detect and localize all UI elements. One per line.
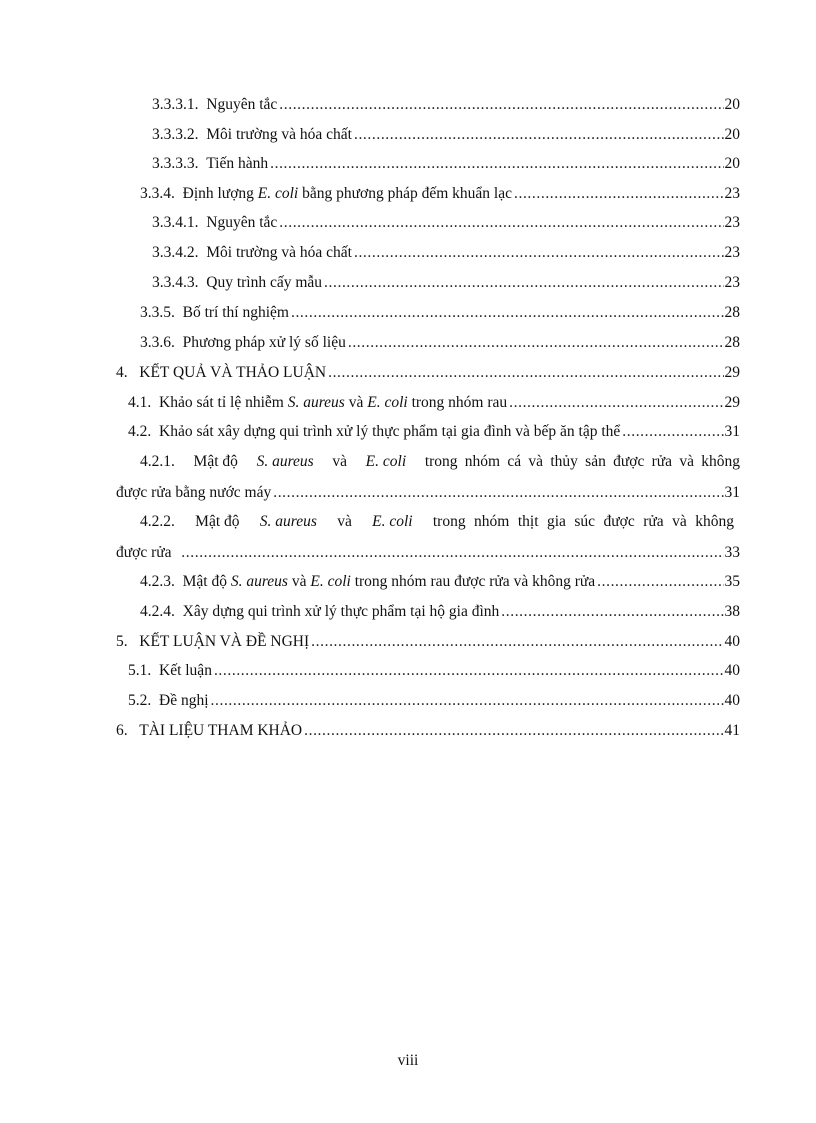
title-part: trong nhóm rau bbox=[411, 394, 508, 411]
toc-entry-title: Khảo sát xây dựng qui trình xử lý thực phẩm tại gia đình và bếp ăn tập thể bbox=[159, 423, 621, 440]
dot-leader bbox=[270, 153, 723, 175]
toc-entry-title-continued: được rửa bbox=[116, 544, 172, 561]
toc-entry-page: 23 bbox=[724, 185, 740, 202]
species-name: S. aureus bbox=[287, 394, 345, 411]
title-part: trong nhóm thịt gia súc được rửa và không bbox=[432, 513, 734, 530]
toc-entry[interactable] bbox=[0, 660, 816, 682]
dot-leader bbox=[279, 212, 723, 234]
toc-entry-number: 4.2.1. bbox=[140, 453, 175, 470]
title-part: Mật độ bbox=[182, 573, 227, 590]
dot-leader bbox=[214, 660, 724, 682]
dot-leader bbox=[348, 332, 724, 354]
title-part: và bbox=[291, 573, 307, 590]
toc-entry-page: 23 bbox=[724, 244, 740, 261]
toc-entry-title: Bố trí thí nghiệm bbox=[182, 304, 289, 321]
toc-entry-page: 28 bbox=[724, 304, 740, 321]
toc-entry-number: 3.3.4. bbox=[140, 185, 175, 202]
dot-leader bbox=[279, 94, 723, 116]
toc-entry-number: 3.3.3.1. bbox=[152, 96, 199, 113]
toc-entry-title: Nguyên tắc bbox=[206, 214, 278, 231]
toc-entry-page: 28 bbox=[724, 334, 740, 351]
toc-entry-title: Quy trình cấy mẫu bbox=[206, 274, 323, 291]
toc-entry-page: 20 bbox=[724, 155, 740, 172]
toc-entry[interactable] bbox=[0, 511, 816, 565]
toc-entry-page: 40 bbox=[724, 692, 740, 709]
toc-entry-page: 20 bbox=[724, 126, 740, 143]
toc-entry-title: Tiến hành bbox=[206, 155, 269, 172]
toc-entry-page: 31 bbox=[724, 423, 740, 440]
toc-entry-number: 3.3.6. bbox=[140, 334, 175, 351]
species-name: E. coli bbox=[257, 185, 299, 202]
title-part: bằng phương pháp đếm khuẩn lạc bbox=[302, 185, 512, 202]
toc-entry-number: 5.2. bbox=[128, 692, 152, 709]
toc-entry[interactable] bbox=[0, 392, 816, 414]
species-name: E. coli bbox=[310, 573, 351, 590]
toc-entry-title bbox=[183, 571, 596, 593]
toc-entry[interactable] bbox=[0, 242, 816, 264]
species-name: E. coli bbox=[372, 513, 413, 530]
title-part: và bbox=[348, 394, 364, 411]
toc-entry-page: 41 bbox=[724, 722, 740, 739]
species-name: E. coli bbox=[367, 394, 408, 411]
toc-entry[interactable] bbox=[0, 332, 816, 354]
toc-entry-number: 3.3.3.2. bbox=[152, 126, 199, 143]
species-name: S. aureus bbox=[259, 513, 317, 530]
toc-entry-title bbox=[159, 392, 507, 414]
toc-entry-number: 5. bbox=[116, 633, 128, 650]
dot-leader bbox=[514, 183, 724, 205]
toc-entry-first-line bbox=[140, 451, 740, 473]
toc-entry-number: 3.3.4.2. bbox=[152, 244, 199, 261]
toc-entry[interactable] bbox=[0, 153, 816, 175]
title-part: trong nhóm cá và thủy sản được rửa và không bbox=[424, 453, 740, 470]
toc-entry-title: Môi trường và hóa chất bbox=[206, 244, 352, 261]
toc-entry[interactable] bbox=[0, 571, 816, 593]
title-part: trong nhóm rau được rửa và không rửa bbox=[354, 573, 596, 590]
toc-entry[interactable] bbox=[0, 94, 816, 116]
title-part: Khảo sát tỉ lệ nhiễm bbox=[159, 394, 284, 411]
species-name: S. aureus bbox=[230, 573, 288, 590]
toc-entry-number: 4.1. bbox=[128, 394, 152, 411]
title-part: Mật độ bbox=[195, 513, 240, 530]
dot-leader bbox=[354, 242, 724, 264]
toc-entry[interactable] bbox=[0, 421, 816, 443]
toc-entry[interactable] bbox=[0, 212, 816, 234]
dot-leader bbox=[509, 392, 723, 414]
toc-entry-page: 23 bbox=[724, 214, 740, 231]
toc-entry-page: 20 bbox=[724, 96, 740, 113]
toc-entry-title: Nguyên tắc bbox=[206, 96, 278, 113]
toc-entry-page: 40 bbox=[724, 662, 740, 679]
toc-entry-number: 3.3.4.1. bbox=[152, 214, 199, 231]
title-part: Định lượng bbox=[182, 185, 254, 202]
page-number: viii bbox=[397, 1052, 419, 1069]
toc-entry-number: 4. bbox=[116, 364, 128, 381]
toc-entry-number: 5.1. bbox=[128, 662, 152, 679]
toc-entry-page: 29 bbox=[724, 394, 740, 411]
toc-entry-number: 4.2.2. bbox=[140, 513, 175, 530]
dot-leader bbox=[324, 272, 723, 294]
species-name: E. coli bbox=[365, 453, 407, 470]
toc-entry-number: 6. bbox=[116, 722, 128, 739]
toc-entry-title: TÀI LIỆU THAM KHẢO bbox=[139, 722, 303, 739]
toc-entry-title: Đề nghị bbox=[159, 692, 209, 709]
toc-entry-number: 3.3.5. bbox=[140, 304, 175, 321]
toc-entry-page: 23 bbox=[724, 274, 740, 291]
toc-entry-number: 4.2.3. bbox=[140, 573, 175, 590]
toc-entry[interactable] bbox=[0, 183, 816, 205]
toc-entry-number: 3.3.3.3. bbox=[152, 155, 199, 172]
toc-entry-title: Phương pháp xử lý số liệu bbox=[182, 334, 346, 351]
toc-entry-title: Xây dựng qui trình xử lý thực phẩm tại hộ gia đình bbox=[182, 603, 500, 620]
toc-entry[interactable] bbox=[0, 362, 816, 384]
dot-leader bbox=[597, 571, 723, 593]
toc-entry-title-continued: được rửa bằng nước máy bbox=[116, 484, 272, 501]
title-part: và bbox=[332, 453, 347, 470]
toc-entry-number: 4.2.4. bbox=[140, 603, 175, 620]
toc-entry-title: KẾT QUẢ VÀ THẢO LUẬN bbox=[139, 364, 327, 381]
dot-leader bbox=[304, 720, 723, 742]
dot-leader bbox=[311, 631, 723, 653]
toc-entry[interactable] bbox=[0, 720, 816, 742]
toc-entry[interactable] bbox=[0, 124, 816, 146]
toc-entry-number: 4.2. bbox=[128, 423, 152, 440]
toc-entry-page: 38 bbox=[724, 603, 740, 620]
toc-entry-title bbox=[183, 183, 512, 205]
species-name: S. aureus bbox=[256, 453, 314, 470]
toc-entry[interactable] bbox=[0, 302, 816, 324]
dot-leader bbox=[291, 302, 724, 324]
dot-leader bbox=[328, 362, 723, 384]
toc-entry-number: 3.3.4.3. bbox=[152, 274, 199, 291]
title-part: và bbox=[337, 513, 352, 530]
toc-entry-page: 29 bbox=[724, 364, 740, 381]
toc-entry-page: 31 bbox=[724, 484, 740, 501]
toc-entry[interactable] bbox=[0, 631, 816, 653]
dot-leader bbox=[354, 124, 724, 146]
toc-entry[interactable] bbox=[0, 601, 816, 623]
title-part: Mật độ bbox=[193, 453, 238, 470]
dot-leader bbox=[211, 690, 724, 712]
toc-entry[interactable] bbox=[0, 272, 816, 294]
toc-entry-title: Môi trường và hóa chất bbox=[206, 126, 352, 143]
toc-entry[interactable] bbox=[0, 690, 816, 712]
toc-entry[interactable] bbox=[0, 451, 816, 505]
toc-entry-page: 40 bbox=[724, 633, 740, 650]
toc-entry-page: 33 bbox=[724, 544, 740, 561]
dot-leader bbox=[501, 601, 723, 623]
dot-leader bbox=[622, 421, 723, 443]
toc-entry-page: 35 bbox=[724, 573, 740, 590]
toc-entry-title: KẾT LUẬN VÀ ĐỀ NGHỊ bbox=[139, 633, 310, 650]
toc-entry-title: Kết luận bbox=[159, 662, 212, 679]
dot-leader bbox=[273, 482, 723, 504]
dot-leader bbox=[181, 542, 723, 564]
toc-entry-first-line bbox=[140, 511, 734, 533]
